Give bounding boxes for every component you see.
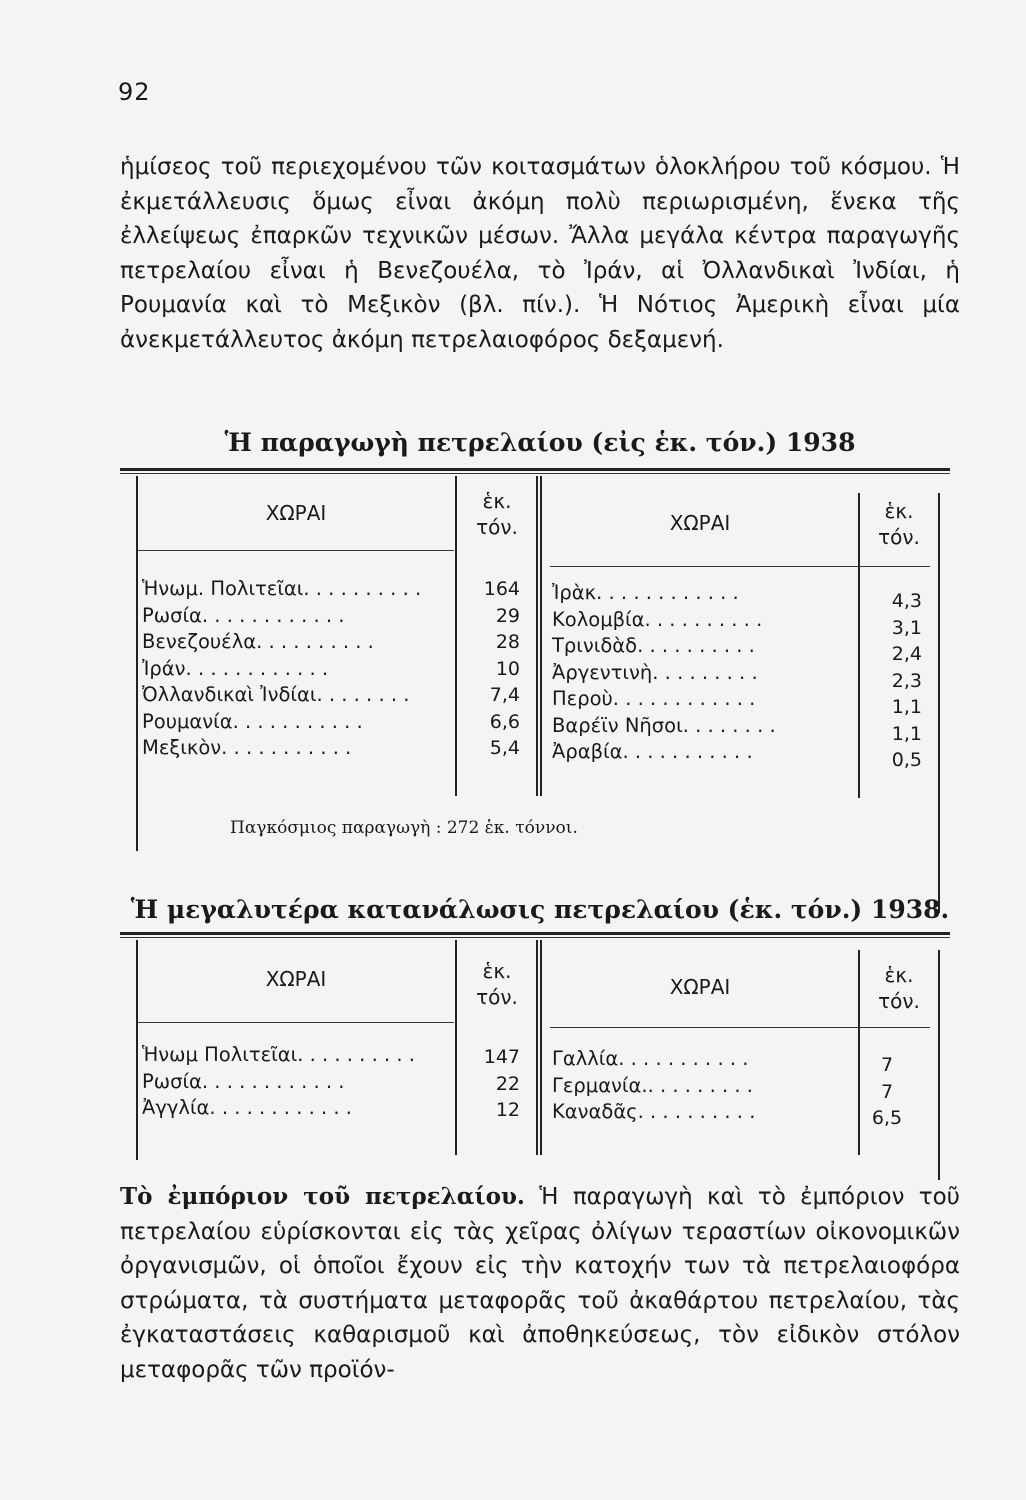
left-value-list — [458, 1044, 520, 1124]
header-countries-right: ΧΩΡΑΙ — [669, 975, 731, 999]
country-name: Μεξικὸν — [142, 736, 222, 759]
value-cell: 0,5 — [891, 749, 922, 771]
table-right-border — [938, 493, 940, 913]
value-cell: 164 — [483, 578, 520, 600]
country-name: Βαρέϊν Νῆσοι — [552, 713, 683, 737]
header-unit-right — [860, 498, 938, 550]
table-row — [552, 686, 852, 713]
header-unit-line2: τόν. — [476, 985, 518, 1009]
dot-leader: . . . . . . . . . . . — [618, 1047, 749, 1070]
table-row — [142, 1069, 442, 1096]
table-row — [142, 735, 442, 762]
header-rule — [550, 1027, 930, 1028]
table-row — [552, 1099, 852, 1126]
left-value-list — [458, 576, 520, 762]
country-name: Περοὺ — [552, 687, 613, 710]
table-top-rule-thin — [120, 473, 950, 474]
country-name: Ἡνωμ. Πολιτεῖαι — [142, 577, 304, 600]
header-countries: ΧΩΡΑΙ — [265, 501, 327, 525]
consumption-table — [120, 932, 950, 1172]
dot-leader: . . . . . . . . . . . . — [612, 687, 756, 710]
value-cell: 6,5 — [871, 1107, 903, 1129]
dot-leader: . . . . . . . . . . . — [221, 736, 352, 759]
right-country-list — [552, 580, 852, 766]
section-run-in-heading: Τὸ ἐμπόριον τοῦ πετρελαίου. — [120, 1183, 525, 1210]
table-col-divider — [536, 940, 538, 1155]
header-unit-line1: ἑκ. — [482, 489, 512, 513]
table-row — [552, 580, 852, 607]
dot-leader: . . . . . . . . . — [647, 1073, 753, 1097]
value-cell: 147 — [483, 1046, 520, 1068]
table-col-divider — [455, 940, 457, 1155]
table-top-rule-thin — [120, 937, 950, 938]
country-name: Ἰράν — [142, 656, 186, 680]
table-row — [552, 660, 852, 687]
header-unit — [458, 488, 536, 540]
country-name: Ἀργεντινὴ — [552, 660, 653, 684]
dot-leader: . . . . . . . . . . — [256, 630, 374, 653]
table-row — [142, 576, 442, 603]
country-name: Ρωσία — [142, 603, 202, 627]
value-cell: 7,4 — [489, 684, 520, 706]
dot-leader: . . . . . . . . . . . . — [185, 656, 329, 680]
body-paragraph-1: ἡμίσεος τοῦ περιεχομένου τῶν κοιτασμάτων ὁλοκλήρου τοῦ κόσμου. Ἡ ἐκμετάλλευσις ὅμως εἶναι ἀκόμη πολὺ περιωρισμένη, ἕνεκα τῆς ἐλλείψεως ἐπαρκῶν τεχνικῶν μέσων. Ἄλλα μεγάλα κέντρα παραγωγῆς πετρελαίου εἶναι ἡ Βενεζουέλα, τὸ Ἰράν, αἱ Ὀλλανδικαὶ Ἰνδίαι, ἡ Ρουμανία καὶ τὸ Μεξικὸν (βλ. πίν.). Ἡ Νότιος Ἀμερικὴ εἶναι μία ἀνεκμετάλλευτος ἀκόμη πετρελαιοφόρος δεξαμενή. — [120, 154, 960, 353]
country-name: Ἀγγλία — [142, 1096, 210, 1119]
production-table — [120, 468, 950, 878]
dot-leader: . . . . . . . . . . . . — [209, 1096, 352, 1119]
table-row — [142, 709, 442, 736]
country-name: Ὀλλανδικαὶ Ἰνδίαι — [142, 683, 317, 706]
country-name: Καναδᾶς — [552, 1100, 638, 1123]
dot-leader: . . . . . . . . . . — [297, 1043, 415, 1066]
header-countries: ΧΩΡΑΙ — [265, 967, 327, 991]
header-unit — [458, 958, 536, 1010]
value-cell: 7 — [880, 1080, 894, 1103]
header-unit-line2: τόν. — [878, 989, 920, 1013]
header-unit-line1: ἑκ. — [482, 959, 512, 983]
table-row — [142, 1095, 442, 1122]
table-row — [142, 629, 442, 656]
dot-leader: . . . . . . . . . . . . — [596, 581, 739, 604]
value-cell: 3,1 — [891, 616, 922, 639]
table-col-divider — [536, 476, 538, 796]
header-unit-line1: ἑκ. — [884, 963, 914, 987]
country-name: Γερμανία. — [552, 1073, 648, 1097]
page-number: 92 — [118, 78, 151, 106]
table-col-divider — [540, 940, 542, 1155]
table2-title: Ἡ μεγαλυτέρα κατανάλωσις πετρελαίου (ἑκ. τόν.) 1938. — [130, 895, 950, 924]
right-value-list — [862, 588, 922, 774]
right-value-list — [862, 1052, 912, 1132]
dot-leader: . . . . . . . . . . . . — [201, 1069, 345, 1093]
header-unit-line2: τόν. — [878, 525, 920, 549]
country-name: Βενεζουέλα — [142, 630, 257, 653]
dot-leader: . . . . . . . . . . . . — [201, 603, 345, 627]
table-row — [142, 1042, 442, 1069]
country-name: Ἰρὰκ — [552, 581, 597, 604]
table-right-border — [938, 950, 940, 1180]
table-row — [552, 1046, 852, 1073]
table-row — [552, 607, 852, 634]
table1-title: Ἡ παραγωγὴ πετρελαίου (εἰς ἑκ. τόν.) 1938 — [224, 428, 856, 457]
right-country-list — [552, 1046, 852, 1126]
table-row — [552, 1073, 852, 1100]
dot-leader: . . . . . . . . — [316, 683, 410, 706]
value-cell: 2,4 — [891, 643, 922, 665]
country-name: Ἀραβία — [552, 740, 623, 763]
table-top-rule — [120, 932, 950, 935]
table-row — [552, 713, 852, 740]
value-cell: 1,1 — [891, 722, 922, 745]
left-country-list — [142, 1042, 442, 1122]
table-col-divider — [455, 476, 457, 796]
header-unit-right — [860, 962, 938, 1014]
section-text: Ἡ παραγωγὴ καὶ τὸ ἐμπόριον τοῦ πετρελαίου εὑρίσκονται εἰς τὰς χεῖρας ὀλίγων τεραστίων οἰκονομικῶν ὀργανισμῶν, οἱ ὁποῖοι ἔχουν εἰς τὴν κατοχήν των τὰ πετρελαιοφόρα στρώματα, τὰ συστήματα μεταφορᾶς τοῦ ἀκαθάρτου πετρελαίου, τὰς ἐγκαταστάσεις καθαρισμοῦ καὶ ἀποθηκεύσεως, τὸν εἰδικὸν στόλον μεταφορᾶς τῶν προϊόν- — [120, 1184, 960, 1383]
country-name: Ἡνωμ Πολιτεῖαι — [142, 1043, 298, 1066]
dot-leader: . . . . . . . . . . . — [232, 709, 363, 733]
dot-leader: . . . . . . . . . . — [637, 1100, 756, 1123]
header-rule — [550, 566, 930, 567]
value-cell: 12 — [495, 1099, 520, 1121]
value-cell: 4,3 — [891, 590, 922, 612]
table-row — [142, 603, 442, 630]
header-unit-line2: τόν. — [476, 515, 518, 539]
value-cell: 1,1 — [891, 696, 922, 718]
table-left-border — [136, 476, 138, 851]
dot-leader: . . . . . . . . . . . — [622, 740, 753, 763]
value-cell: 22 — [495, 1072, 520, 1095]
country-name: Κολομβία — [552, 607, 645, 631]
value-cell: 2,3 — [891, 669, 922, 692]
dot-leader: . . . . . . . . . . — [303, 577, 422, 600]
value-cell: 5,4 — [489, 737, 520, 759]
table-row — [142, 656, 442, 683]
header-countries-right: ΧΩΡΑΙ — [669, 511, 731, 535]
value-cell: 28 — [495, 631, 520, 653]
table-top-rule — [120, 468, 950, 471]
world-production-total: Παγκόσμιος παραγωγὴ : 272 ἑκ. τόννοι. — [230, 818, 578, 838]
country-name: Ρωσία — [142, 1069, 202, 1093]
left-country-list — [142, 576, 442, 762]
dot-leader: . . . . . . . . . . — [637, 634, 755, 657]
dot-leader: . . . . . . . . . — [652, 660, 758, 684]
value-cell: 29 — [495, 604, 520, 627]
country-name: Ρουμανία — [142, 709, 233, 733]
country-name: Τρινιδὰδ — [552, 634, 638, 657]
header-unit-line1: ἑκ. — [884, 499, 914, 523]
dot-leader: . . . . . . . . — [682, 713, 776, 737]
header-rule — [138, 1022, 454, 1023]
table-row — [552, 633, 852, 660]
dot-leader: . . . . . . . . . . — [644, 607, 763, 631]
body-paragraph-2 — [120, 1180, 960, 1387]
table-row — [142, 682, 442, 709]
value-cell: 6,6 — [489, 710, 520, 733]
value-cell: 7 — [880, 1054, 894, 1076]
header-rule — [138, 550, 454, 551]
country-name: Γαλλία — [552, 1047, 619, 1070]
table-row — [552, 739, 852, 766]
value-cell: 10 — [495, 657, 520, 680]
